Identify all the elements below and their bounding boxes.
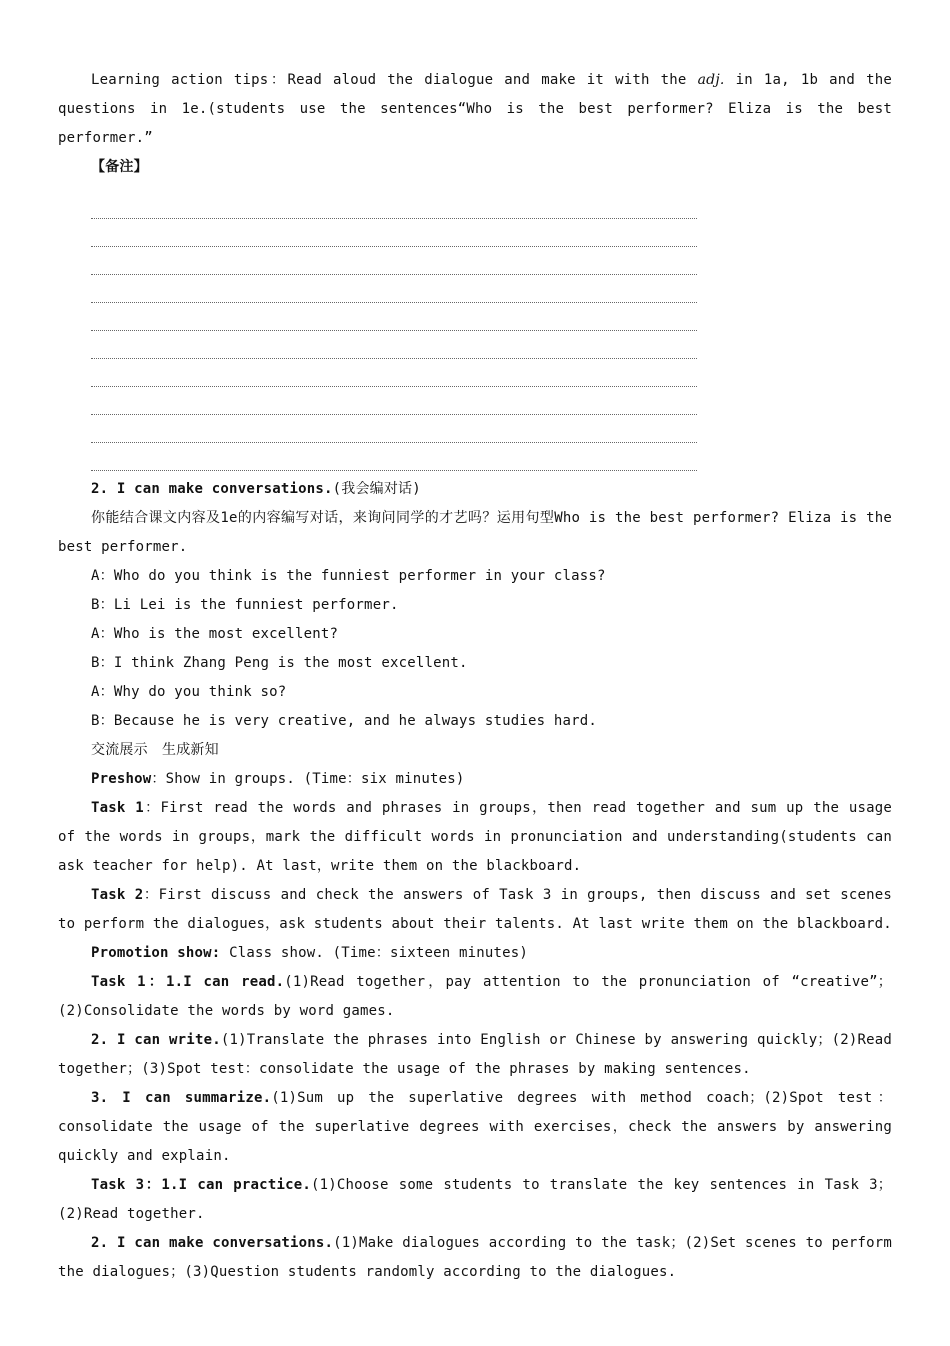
dialogue-line: A：Who do you think is the funniest performer in your class?	[91, 568, 606, 584]
promo-task1-summarize-text: (1)Sum up the superlative degrees with method coach；(2)Spot test：consolidate the usage of the superlative degrees with exercises，check the answers by answering quickly and explain.	[58, 1090, 893, 1164]
dialogue-line: B：Because he is very creative, and he always studies hard.	[91, 713, 598, 729]
note-dotted-line	[91, 275, 697, 303]
task2-text: ：First discuss and check the answers of Task 3 in groups, then discuss and set scenes to perform the dialogues，ask students about their talents. At last write them on the blackboard.	[58, 887, 892, 932]
note-dotted-line	[91, 331, 697, 359]
note-label: 【备注】	[91, 159, 148, 175]
exchange-title: 交流展示 生成新知	[91, 742, 219, 758]
section2-heading-cn: (我会编对话)	[332, 481, 421, 497]
promo-task1-summarize	[58, 1084, 892, 1171]
promo-task1-read-label: Task 1：1.I can read.	[91, 974, 285, 990]
note-dotted-line	[91, 443, 697, 471]
promo-task3-conversations	[58, 1229, 892, 1287]
task2-paragraph	[58, 881, 892, 939]
promo-task3-practice-label: Task 3：1.I can practice.	[91, 1177, 311, 1193]
dialogue-line: A：Why do you think so?	[91, 684, 287, 700]
promo-task1-write	[58, 1026, 892, 1084]
promo-task3-conversations-label: 2. I can make conversations.	[91, 1235, 334, 1251]
task2-label: Task 2	[91, 887, 144, 903]
task1-label: Task 1	[91, 800, 144, 816]
promo-task3-conversations-text: (1)Make dialogues according to the task；(2)Set scenes to perform the dialogues；(3)Question students randomly according to the dialogues.	[58, 1235, 893, 1280]
promo-task3-practice-text: (1)Choose some students to translate the key sentences in Task 3；(2)Read together.	[58, 1177, 892, 1222]
note-dotted-line	[91, 303, 697, 331]
promo-task3-practice	[58, 1171, 892, 1229]
learning-tips-paragraph	[58, 66, 892, 153]
note-dotted-line	[91, 415, 697, 443]
note-dotted-line	[91, 219, 697, 247]
tips-adj: adj.	[697, 72, 725, 88]
section2-heading	[58, 475, 892, 504]
dialogue-line: B：Li Lei is the funniest performer.	[91, 597, 399, 613]
promotion-paragraph	[58, 939, 892, 968]
tips-rest: in 1a, 1b and the questions in 1e.(students use the sentences“Who is the best performer? Eliza is the best performer.”	[58, 72, 892, 146]
promotion-text: Class show. (Time：sixteen minutes)	[220, 945, 529, 961]
promo-task1-write-label: 2. I can write.	[91, 1032, 221, 1048]
promo-task1-read	[58, 968, 892, 1026]
document-page	[58, 66, 892, 1287]
dialogue-line: B：I think Zhang Peng is the most excellent.	[91, 655, 468, 671]
task1-paragraph	[58, 794, 892, 881]
section2-instruction: 你能结合课文内容及1e的内容编写对话，来询问同学的才艺吗？运用句型Who is the best performer? Eliza is the best performer.	[58, 510, 892, 555]
preshow-paragraph	[58, 765, 892, 794]
preshow-text: ：Show in groups. (Time：six minutes)	[151, 771, 465, 787]
preshow-label: Preshow	[91, 771, 152, 787]
section2-heading-en: 2. I can make conversations.	[91, 481, 333, 497]
note-dotted-line	[91, 190, 697, 219]
promo-task1-summarize-label: 3. I can summarize.	[91, 1090, 272, 1106]
note-dotted-line	[91, 387, 697, 415]
tips-lead: Learning action tips：Read aloud the dialogue and make it with the	[91, 72, 698, 88]
dialogue-line: A：Who is the most excellent?	[91, 626, 339, 642]
note-dotted-line	[91, 247, 697, 275]
note-lines	[91, 190, 697, 471]
promotion-label: Promotion show:	[91, 945, 221, 961]
promo-task1-read-text: (1)Read together，pay attention to the pronunciation of “creative”；(2)Consolidate the words by word games.	[58, 974, 892, 1019]
task1-text: ：First read the words and phrases in groups，then read together and sum up the usage of the words in groups，mark the difficult words in pronunciation and understanding(students can ask teacher for help). At last，write them on the blackboard.	[58, 800, 893, 874]
promo-task1-write-text: (1)Translate the phrases into English or Chinese by answering quickly；(2)Read together；(3)Spot test：consolidate the usage of the phrases by making sentences.	[58, 1032, 892, 1077]
note-dotted-line	[91, 359, 697, 387]
